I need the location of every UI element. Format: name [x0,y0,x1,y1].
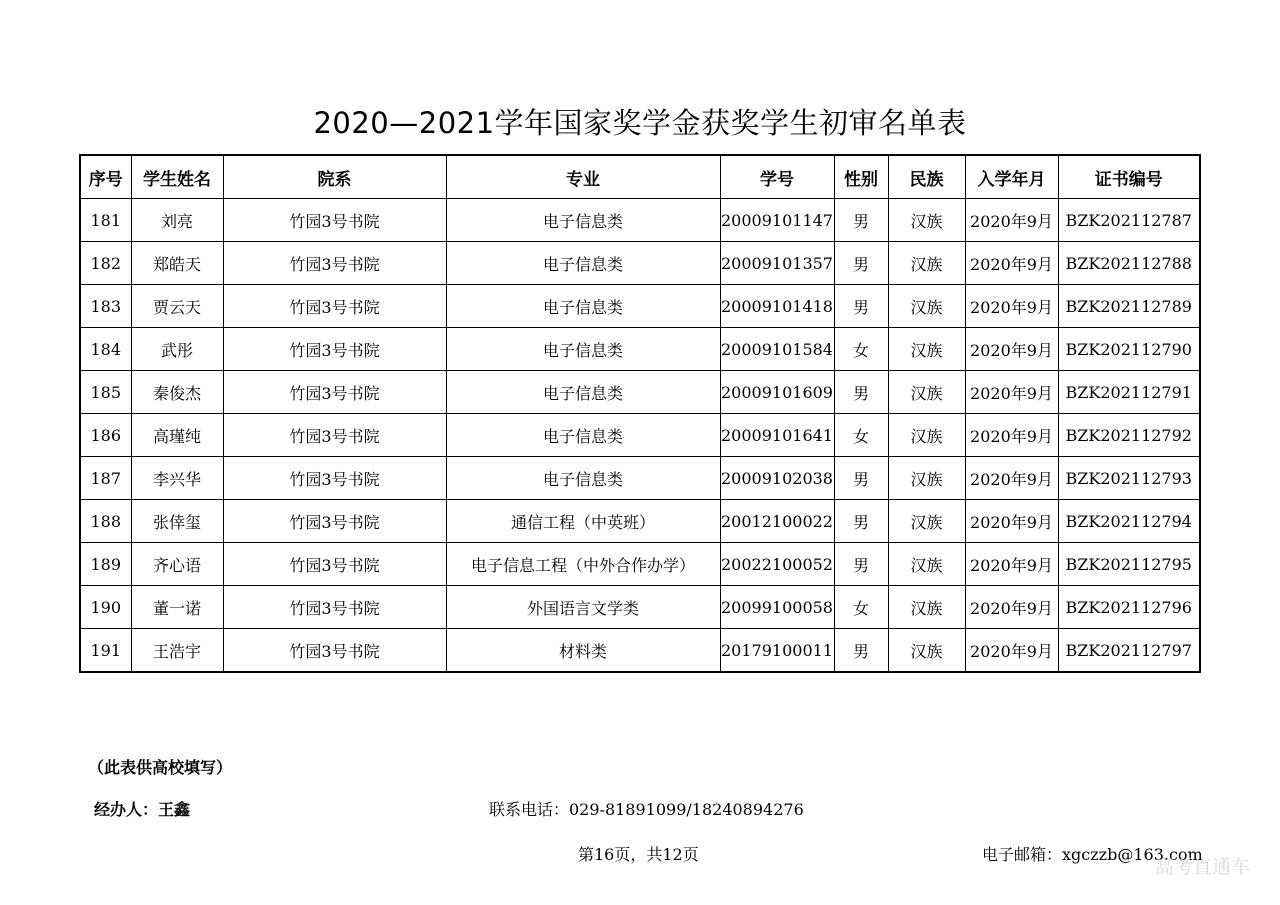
table-cell: 20179100011 [720,629,834,673]
table-cell: 190 [80,586,131,629]
table-cell: 2020年9月 [965,457,1058,500]
scholarship-table [79,154,1201,673]
table-cell: 贾云天 [131,285,223,328]
table-cell: 汉族 [888,543,965,586]
table-cell: 184 [80,328,131,371]
table-cell: BZK202112791 [1058,371,1200,414]
table-cell: 女 [834,328,888,371]
table-cell: 通信工程（中英班） [446,500,720,543]
table-cell: 20099100058 [720,586,834,629]
table-row [80,457,1200,500]
table-cell: 竹园3号书院 [223,328,446,371]
page-title: 2020—2021学年国家奖学金获奖学生初审名单表 [313,106,967,140]
table-cell: 竹园3号书院 [223,629,446,673]
column-header: 入学年月 [965,155,1058,199]
table-cell: 电子信息类 [446,199,720,242]
column-header: 民族 [888,155,965,199]
table-cell: 汉族 [888,199,965,242]
table-row [80,629,1200,673]
table-cell: 2020年9月 [965,629,1058,673]
table-cell: 男 [834,543,888,586]
table-cell: 189 [80,543,131,586]
table-cell: 竹园3号书院 [223,285,446,328]
table-cell: 汉族 [888,586,965,629]
table-cell: 185 [80,371,131,414]
table-cell: 高瑾纯 [131,414,223,457]
table-cell: 张倖玺 [131,500,223,543]
table-cell: 男 [834,285,888,328]
table-cell: 汉族 [888,371,965,414]
table-row [80,586,1200,629]
contact-email: 电子邮箱：xgczzb@163.com [982,845,1203,864]
table-row [80,500,1200,543]
fill-note: （此表供高校填写） [88,758,233,777]
table-cell: 男 [834,629,888,673]
table-cell: 电子信息类 [446,328,720,371]
table-row [80,242,1200,285]
table-cell: 竹园3号书院 [223,414,446,457]
table-cell: 竹园3号书院 [223,457,446,500]
table-cell: 汉族 [888,328,965,371]
table-cell: 男 [834,371,888,414]
table-cell: BZK202112789 [1058,285,1200,328]
table-cell: BZK202112788 [1058,242,1200,285]
table-cell: 男 [834,500,888,543]
table-cell: 2020年9月 [965,543,1058,586]
table-cell: BZK202112797 [1058,629,1200,673]
table-cell: 2020年9月 [965,199,1058,242]
table-row [80,414,1200,457]
table-cell: 汉族 [888,242,965,285]
table-cell: 男 [834,457,888,500]
table-cell: 汉族 [888,457,965,500]
table-header-row [80,155,1200,199]
column-header: 学号 [720,155,834,199]
table-cell: 武彤 [131,328,223,371]
table-cell: 20022100052 [720,543,834,586]
table-cell: 电子信息类 [446,242,720,285]
column-header: 性别 [834,155,888,199]
watermark: 高考直通车 [1154,856,1250,878]
table-cell: 20012100022 [720,500,834,543]
table-cell: 材料类 [446,629,720,673]
table-cell: 竹园3号书院 [223,371,446,414]
table-cell: 2020年9月 [965,328,1058,371]
table-cell: 董一诺 [131,586,223,629]
column-header: 序号 [80,155,131,199]
table-cell: 汉族 [888,414,965,457]
column-header: 专业 [446,155,720,199]
table-cell: BZK202112792 [1058,414,1200,457]
table-cell: BZK202112795 [1058,543,1200,586]
table-cell: 竹园3号书院 [223,543,446,586]
table-cell: 李兴华 [131,457,223,500]
table-cell: 竹园3号书院 [223,199,446,242]
table-cell: 2020年9月 [965,414,1058,457]
table-cell: 2020年9月 [965,586,1058,629]
handler-label: 经办人：王鑫 [94,800,191,819]
table-cell: BZK202112793 [1058,457,1200,500]
table-cell: 187 [80,457,131,500]
table-row [80,285,1200,328]
table-cell: 竹园3号书院 [223,586,446,629]
table-cell: 20009101609 [720,371,834,414]
column-header: 学生姓名 [131,155,223,199]
table-cell: BZK202112790 [1058,328,1200,371]
page-number: 第16页，共12页 [578,845,699,864]
table-cell: 2020年9月 [965,500,1058,543]
table-cell: 齐心语 [131,543,223,586]
table-row [80,328,1200,371]
table-cell: 20009101418 [720,285,834,328]
table-row [80,543,1200,586]
table-cell: 2020年9月 [965,371,1058,414]
column-header: 证书编号 [1058,155,1200,199]
table-cell: 男 [834,199,888,242]
table-cell: BZK202112794 [1058,500,1200,543]
table-cell: 2020年9月 [965,285,1058,328]
table-cell: 电子信息类 [446,285,720,328]
table-cell: 186 [80,414,131,457]
table-cell: 20009101147 [720,199,834,242]
table-cell: 外国语言文学类 [446,586,720,629]
table-cell: 电子信息类 [446,371,720,414]
table-cell: 竹园3号书院 [223,242,446,285]
table-body [80,199,1200,673]
table-cell: 男 [834,242,888,285]
table-cell: 刘亮 [131,199,223,242]
table-cell: 女 [834,586,888,629]
table-cell: 电子信息类 [446,414,720,457]
table-cell: 183 [80,285,131,328]
table-cell: 20009101584 [720,328,834,371]
table-cell: 竹园3号书院 [223,500,446,543]
table-cell: 王浩宇 [131,629,223,673]
table-row [80,371,1200,414]
contact-phone: 联系电话：029-81891099/18240894276 [489,800,804,819]
table-cell: 汉族 [888,500,965,543]
table-cell: 20009101641 [720,414,834,457]
table-cell: 电子信息类 [446,457,720,500]
table-cell: 20009102038 [720,457,834,500]
table-cell: 女 [834,414,888,457]
table-cell: 秦俊杰 [131,371,223,414]
table-cell: 郑皓天 [131,242,223,285]
table-cell: 汉族 [888,285,965,328]
table-cell: 电子信息工程（中外合作办学） [446,543,720,586]
table-cell: 191 [80,629,131,673]
table-cell: BZK202112787 [1058,199,1200,242]
table-cell: 汉族 [888,629,965,673]
table-cell: 182 [80,242,131,285]
table-cell: 20009101357 [720,242,834,285]
table-cell: 181 [80,199,131,242]
table-cell: 2020年9月 [965,242,1058,285]
column-header: 院系 [223,155,446,199]
table-cell: 188 [80,500,131,543]
table-row [80,199,1200,242]
table-cell: BZK202112796 [1058,586,1200,629]
